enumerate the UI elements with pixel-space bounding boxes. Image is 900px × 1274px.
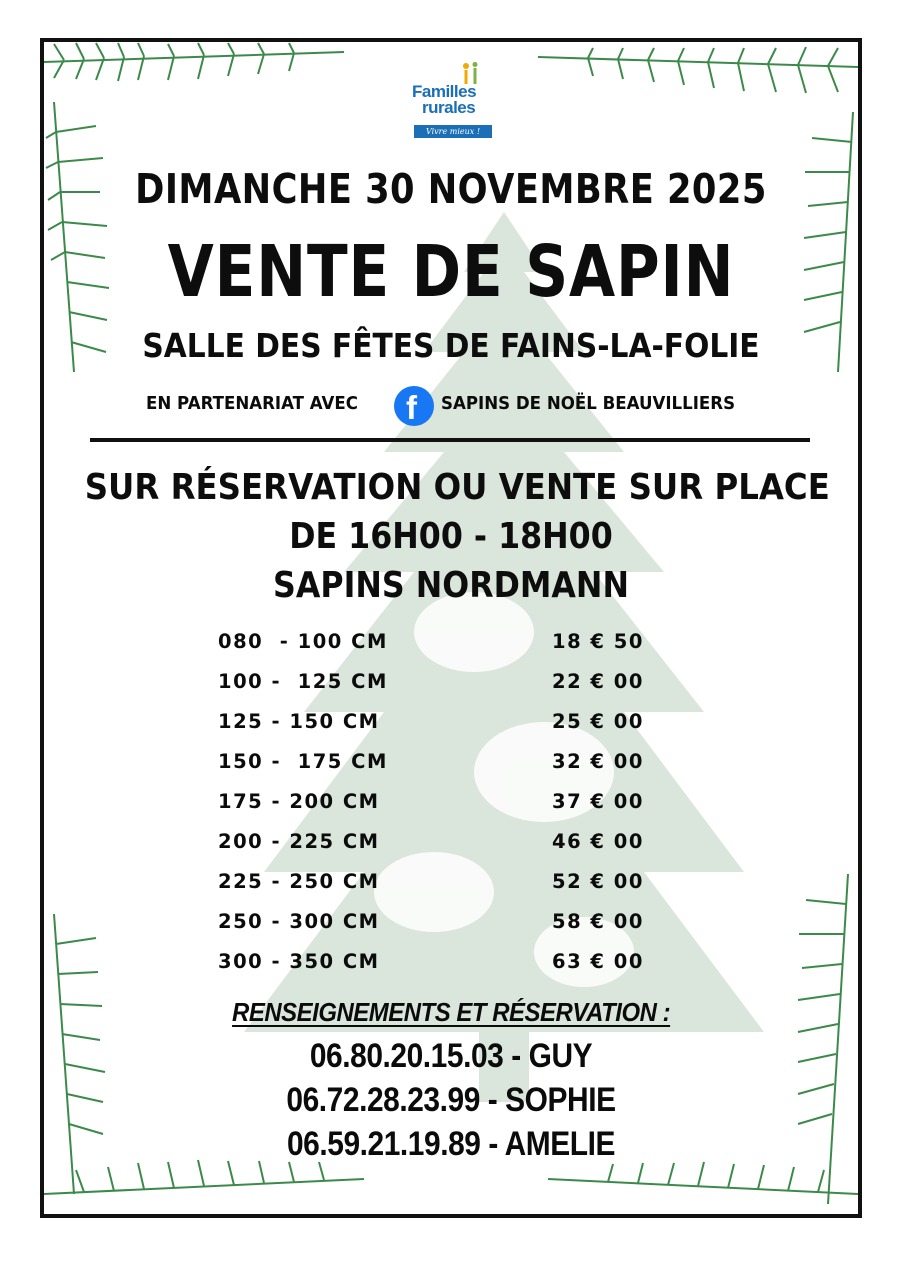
price-row-size: 175 - 200 CM (218, 790, 380, 813)
contact-section (44, 997, 858, 1028)
price-row (44, 750, 858, 790)
price-row-price: 52 € 00 (552, 870, 644, 893)
price-row (44, 910, 858, 950)
price-row-size: 150 - 175 CM (218, 750, 388, 773)
price-row-price: 25 € 00 (552, 710, 644, 733)
poster-frame (40, 38, 862, 1218)
event-title: VENTE DE SAPIN (167, 230, 735, 313)
price-row-price: 18 € 50 (552, 630, 644, 653)
price-row-price: 63 € 00 (552, 950, 644, 973)
price-row (44, 870, 858, 910)
familles-rurales-logo (412, 62, 494, 138)
price-row (44, 670, 858, 710)
price-row-size: 300 - 350 CM (218, 950, 380, 973)
price-row-size: 225 - 250 CM (218, 870, 380, 893)
partner-prefix: EN PARTENARIAT AVEC (146, 394, 358, 414)
price-row-size: 080 - 100 CM (218, 630, 388, 653)
price-row (44, 950, 858, 990)
price-row (44, 790, 858, 830)
event-date: DIMANCHE 30 NOVEMBRE 2025 (135, 165, 767, 213)
facebook-icon: f (394, 386, 434, 426)
price-row-price: 22 € 00 (552, 670, 644, 693)
partner-name: SAPINS DE NOËL BEAUVILLIERS (441, 394, 736, 414)
logo-line1: Familles (412, 82, 477, 101)
price-row (44, 830, 858, 870)
sale-hours: DE 16H00 - 18H00 (289, 516, 613, 557)
price-row-price: 37 € 00 (552, 790, 644, 813)
price-row (44, 710, 858, 750)
price-row-price: 32 € 00 (552, 750, 644, 773)
tree-variety: SAPINS NORDMANN (273, 565, 629, 606)
contact-phone: 06.80.20.15.03 - GUY (309, 1037, 593, 1075)
logo-figures-icon (456, 62, 486, 86)
event-venue: SALLE DES FÊTES DE FAINS-LA-FOLIE (142, 326, 760, 365)
price-row-size: 100 - 125 CM (218, 670, 388, 693)
divider (90, 438, 810, 442)
price-row-size: 250 - 300 CM (218, 910, 380, 933)
contact-heading: RENSEIGNEMENTS ET RÉSERVATION : (231, 997, 671, 1027)
price-row-price: 58 € 00 (552, 910, 644, 933)
logo-line2: rurales (422, 98, 476, 117)
price-row-price: 46 € 00 (552, 830, 644, 853)
price-row-size: 125 - 150 CM (218, 710, 380, 733)
price-row-size: 200 - 225 CM (218, 830, 380, 853)
contact-phone: 06.72.28.23.99 - SOPHIE (286, 1081, 616, 1119)
partner-line (44, 386, 858, 426)
contact-phone: 06.59.21.19.89 - AMELIE (286, 1125, 616, 1163)
logo-tagline: Vivre mieux ! (414, 125, 492, 138)
price-row (44, 630, 858, 670)
sale-mode: SUR RÉSERVATION OU VENTE SUR PLACE (84, 467, 830, 508)
